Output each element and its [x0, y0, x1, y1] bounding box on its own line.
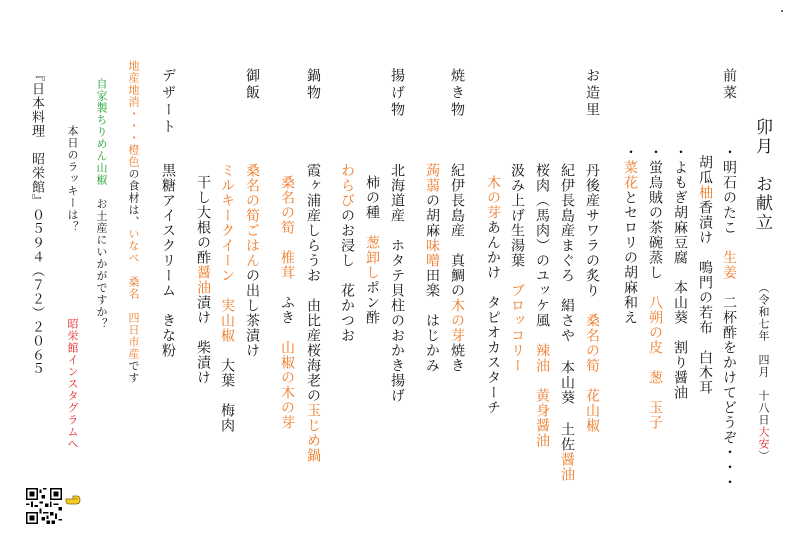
nabemono-line-2: 桑名の筍 椎茸 ふき 山椒の木の芽	[279, 175, 295, 430]
yakimono-line-1: 紀伊長島産 真鯛の木の芽焼き	[449, 163, 465, 373]
section-heading-otsukuri: お造里	[584, 68, 600, 119]
section-heading-gohan: 御飯	[244, 68, 260, 102]
section-heading-agemono: 揚げ物	[389, 68, 405, 119]
nabemono-line-3: わらびのお浸し 花かつお	[339, 163, 355, 343]
otsukuri-line-3: 桜肉（馬肉）のユッケ風 辣油 黄身醤油	[534, 163, 550, 448]
otsukuri-line-2: 紀伊長島産まぐろ 絹さや 本山葵 土佐醤油	[559, 163, 575, 482]
zensai-line-3: ・よもぎ胡麻豆腐 本山葵 割り醤油	[672, 145, 688, 400]
section-heading-dessert: デザート	[160, 68, 176, 136]
nabemono-line-1: 霞ヶ浦産しらうお 由比産桜海老の玉じめ鍋	[305, 163, 321, 463]
gohan-line-2: ミルキークイーン 実山椒 大葉 梅肉	[219, 163, 235, 433]
zensai-line-4: ・蛍烏賊の茶碗蒸し 八朔の皮 葱 玉子	[647, 145, 663, 430]
otsukuri-line-1: 丹後産サワラの炙り 桑名の筍 花山椒	[584, 163, 600, 433]
gohan-line-3: 干し大根の酢醤油漬け 柴漬け	[195, 175, 211, 385]
otsukuri-line-5: 木の芽あんかけ タピオカスターチ	[485, 175, 501, 415]
section-heading-zensai: 前菜	[721, 68, 737, 102]
zensai-line-5: ・菜花とセロリの胡麻和え	[622, 145, 638, 325]
gohan-line-1: 桑名の筍ごはんの出し茶漬け	[244, 163, 260, 358]
taian-label: 大安	[757, 426, 770, 450]
shop-name: 『日本料理 昭栄館』	[29, 68, 44, 208]
zensai-line-2: 胡瓜柚香漬け 鳴門の若布 白木耳	[697, 155, 713, 395]
otsukuri-line-4: 汲み上げ生湯葉 ブロッコリー	[509, 163, 525, 373]
lucky-question: 本日のラッキーは？	[66, 125, 79, 233]
section-heading-yakimono: 焼き物	[449, 68, 465, 119]
menu-title	[753, 118, 770, 232]
agemono-line-1: 北海道産 ホタテ貝柱のおかき揚げ	[389, 163, 405, 403]
shop-name-and-tel	[30, 68, 43, 376]
chirimen-note: 自家製ちりめん山椒 お土産にいかがですか？	[95, 78, 108, 330]
pointing-hand-icon	[65, 493, 81, 507]
shop-tel: ０５９４（７２）２０６５	[29, 208, 44, 376]
menu-date: （令和七年 四月 十八日大安）	[757, 282, 770, 462]
instagram-link[interactable]: 昭栄館インスタグラムへ	[66, 318, 79, 450]
qr-code-icon[interactable]	[26, 488, 62, 524]
zensai-line-1: ・明石のたこ 生姜 二杯酢をかけてどうぞ・・・	[721, 145, 737, 490]
section-heading-nabemono: 鍋物	[305, 68, 321, 102]
title-main: お献立	[752, 175, 772, 232]
yakimono-line-2: 蒟蒻の胡麻味噌田楽 はじかみ	[424, 163, 440, 373]
title-month: 卯月	[752, 118, 772, 156]
stray-dot	[781, 10, 783, 12]
agemono-line-2: 柿の種 葱卸しポン酢	[364, 175, 380, 325]
dessert-line-1: 黒糖アイスクリーム きな粉	[160, 163, 176, 358]
chisan-note: 地産地消・・・橙色の食材は、いなべ 桑名 四日市産です	[127, 60, 140, 384]
